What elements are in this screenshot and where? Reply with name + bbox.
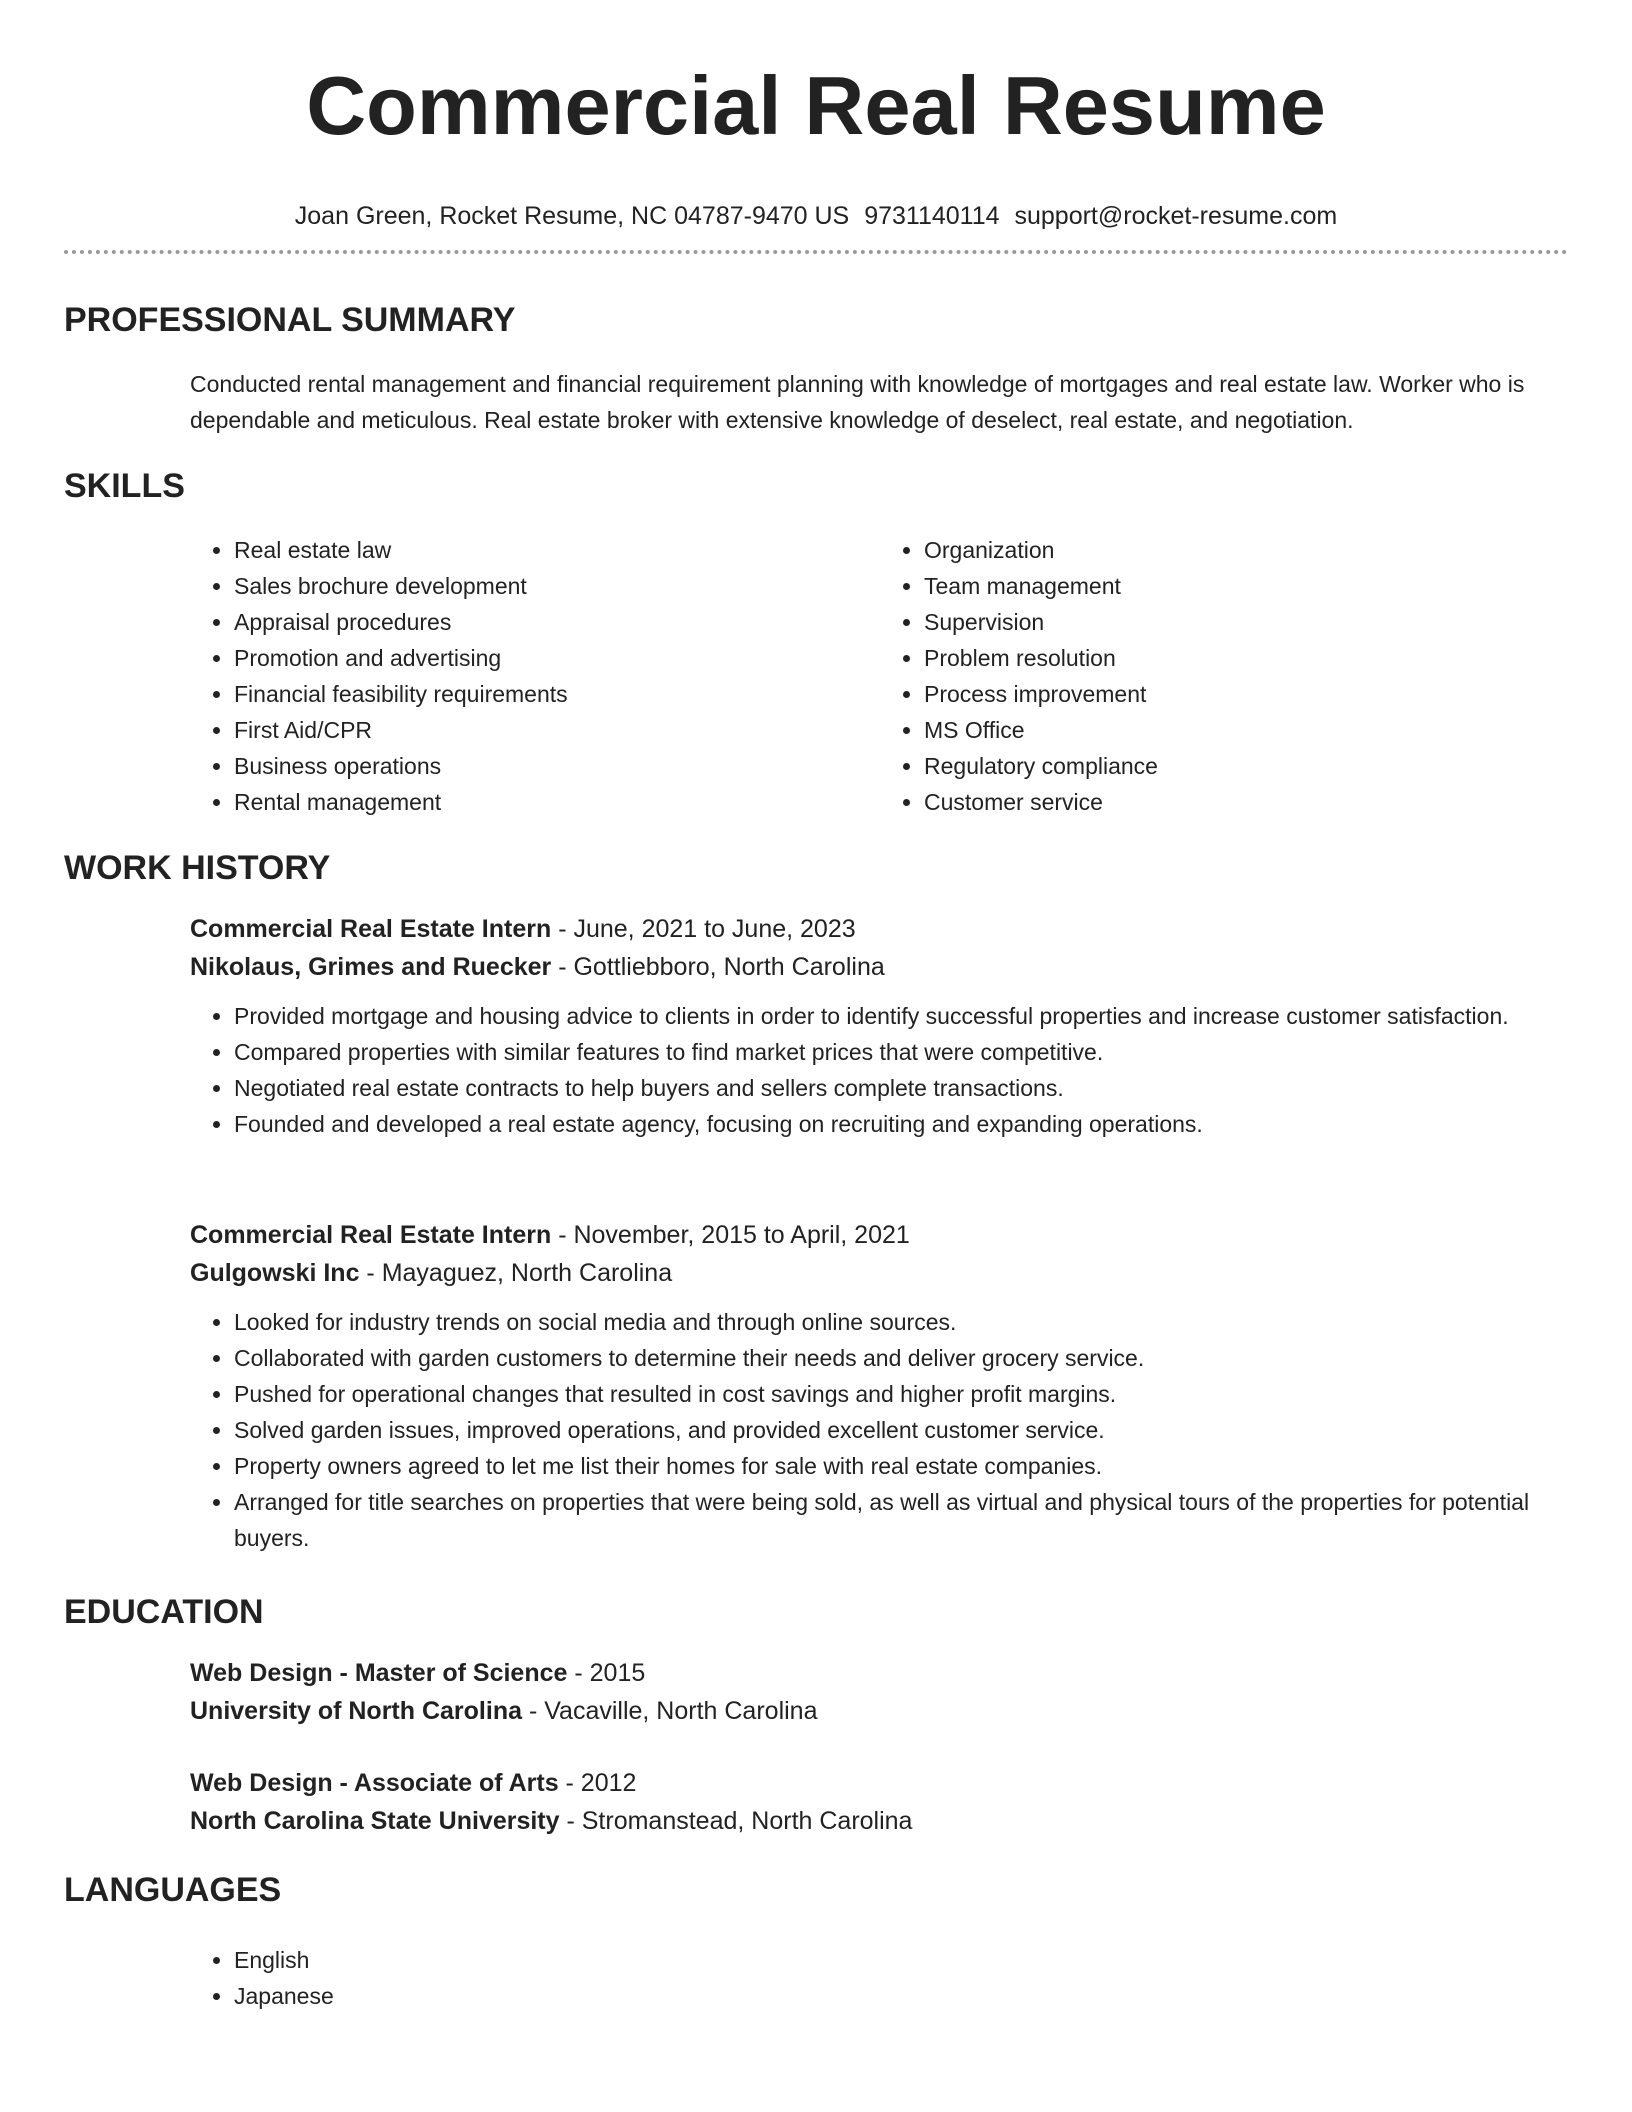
list-item: • Solved garden issues, improved operations, and provided excellent customer service.	[234, 1412, 1570, 1448]
section-title-education: EDUCATION	[64, 1593, 264, 1631]
list-item: • Customer service	[924, 784, 1570, 820]
list-item: • Provided mortgage and housing advice to clients in order to identify successful properties and increase customer satisfaction.	[234, 998, 1570, 1034]
section-title-work: WORK HISTORY	[64, 849, 331, 887]
job-location: - Gottliebboro, North Carolina	[551, 953, 885, 981]
skills-list	[190, 532, 1570, 820]
list-item: • First Aid/CPR	[234, 712, 880, 748]
languages-list	[190, 1942, 1570, 2014]
education-entry	[190, 1764, 1570, 1840]
list-item: • Organization	[924, 532, 1570, 568]
list-item: • Compared properties with similar features to find market prices that were competitive.	[234, 1034, 1570, 1070]
degree: Web Design - Associate of Arts	[190, 1769, 559, 1797]
school-location: - Vacaville, North Carolina	[522, 1697, 818, 1725]
section-title-summary: PROFESSIONAL SUMMARY	[64, 301, 516, 339]
languages-bullets	[190, 1942, 1570, 2014]
list-item: • Real estate law	[234, 532, 880, 568]
list-item: • Supervision	[924, 604, 1570, 640]
skills-column-right	[880, 532, 1570, 820]
degree-year: - 2015	[567, 1659, 646, 1687]
job-company-line	[190, 948, 1570, 986]
education-entry	[190, 1654, 1570, 1730]
school-line	[190, 1692, 1570, 1730]
resume-header	[64, 56, 1568, 232]
school-location: - Stromanstead, North Carolina	[559, 1807, 913, 1835]
job-location: - Mayaguez, North Carolina	[359, 1259, 673, 1287]
degree-year: - 2012	[558, 1769, 637, 1797]
contact-email: support@rocket-resume.com	[1014, 202, 1338, 230]
summary-text: Conducted rental management and financial requirement planning with knowledge of mortgages and real estate law. Worker who is dependable and meticulous. Real estate broker with extensive knowledge of deselect, real estate, and negotiation.	[190, 371, 1525, 433]
contact-address: Joan Green, Rocket Resume, NC 04787-9470 US	[294, 202, 850, 230]
contact-phone: 9731140114	[864, 202, 1000, 230]
list-item: • Arranged for title searches on properties that were being sold, as well as virtual and physical tours of the properties for potential buyers.	[234, 1484, 1570, 1556]
list-item: • Team management	[924, 568, 1570, 604]
list-item: • English	[234, 1942, 1570, 1978]
skills-column-left	[190, 532, 880, 820]
header-divider	[64, 250, 1568, 254]
list-item: • Sales brochure development	[234, 568, 880, 604]
degree-line	[190, 1764, 1570, 1802]
degree-line	[190, 1654, 1570, 1692]
work-entry	[190, 1216, 1570, 1556]
list-item: • Promotion and advertising	[234, 640, 880, 676]
list-item: • Looked for industry trends on social media and through online sources.	[234, 1304, 1570, 1340]
list-item: • Regulatory compliance	[924, 748, 1570, 784]
list-item: • Founded and developed a real estate agency, focusing on recruiting and expanding operations.	[234, 1106, 1570, 1142]
job-title: Commercial Real Estate Intern	[190, 915, 552, 943]
job-bullets	[190, 1304, 1570, 1556]
resume-title: Commercial Real Resume	[306, 59, 1326, 152]
school: North Carolina State University	[190, 1807, 560, 1835]
degree: Web Design - Master of Science	[190, 1659, 568, 1687]
list-item: • Process improvement	[924, 676, 1570, 712]
job-company: Nikolaus, Grimes and Ruecker	[190, 953, 552, 981]
job-dates: - November, 2015 to April, 2021	[551, 1221, 910, 1249]
list-item: • Pushed for operational changes that resulted in cost savings and higher profit margins.	[234, 1376, 1570, 1412]
school: University of North Carolina	[190, 1697, 522, 1725]
list-item: • MS Office	[924, 712, 1570, 748]
list-item: • Appraisal procedures	[234, 604, 880, 640]
job-title: Commercial Real Estate Intern	[190, 1221, 552, 1249]
job-dates: - June, 2021 to June, 2023	[551, 915, 856, 943]
job-title-line	[190, 910, 1570, 948]
job-company-line	[190, 1254, 1570, 1292]
job-company: Gulgowski Inc	[190, 1259, 360, 1287]
list-item: • Negotiated real estate contracts to help buyers and sellers complete transactions.	[234, 1070, 1570, 1106]
list-item: • Collaborated with garden customers to determine their needs and deliver grocery service.	[234, 1340, 1570, 1376]
contact-line	[64, 200, 1568, 232]
job-bullets	[190, 998, 1570, 1142]
list-item: • Property owners agreed to let me list their homes for sale with real estate companies.	[234, 1448, 1570, 1484]
section-title-skills: SKILLS	[64, 467, 185, 505]
list-item: • Japanese	[234, 1978, 1570, 2014]
work-entry	[190, 910, 1570, 1142]
list-item: • Rental management	[234, 784, 880, 820]
job-title-line	[190, 1216, 1570, 1254]
list-item: • Financial feasibility requirements	[234, 676, 880, 712]
school-line	[190, 1802, 1570, 1840]
section-title-languages: LANGUAGES	[64, 1871, 282, 1909]
list-item: • Problem resolution	[924, 640, 1570, 676]
list-item: • Business operations	[234, 748, 880, 784]
